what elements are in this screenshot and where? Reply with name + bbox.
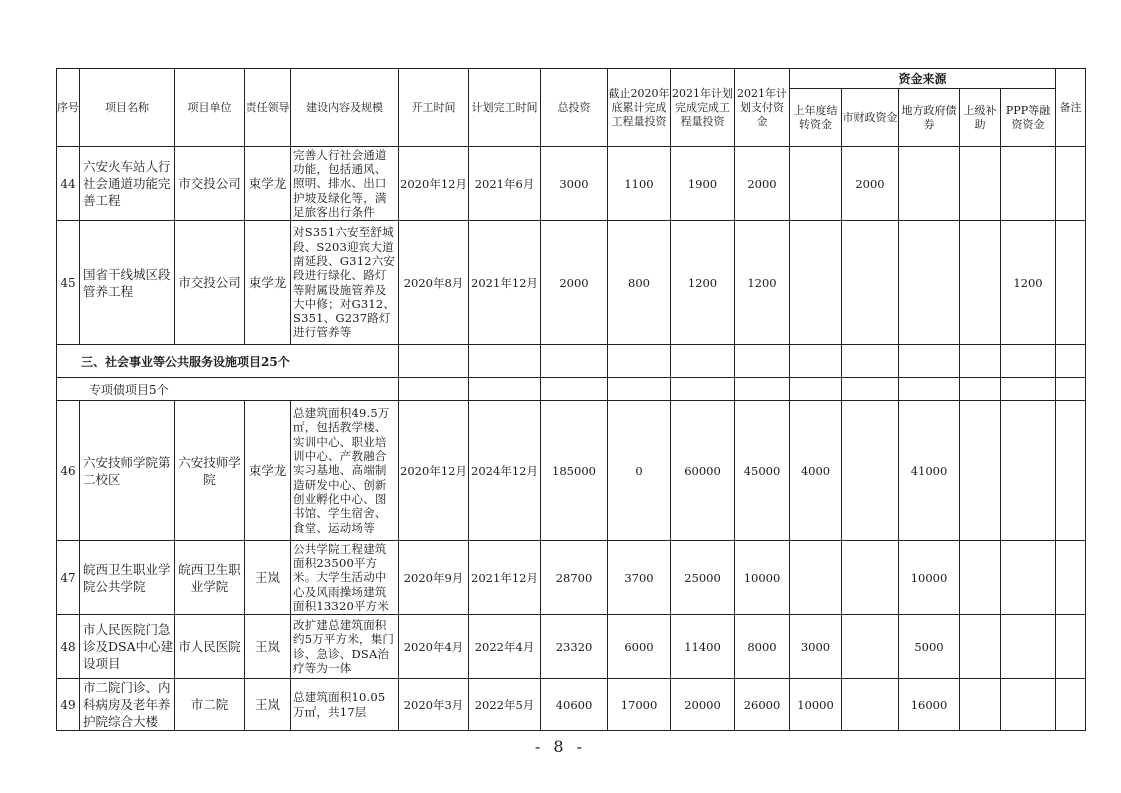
cell-content: 改扩建总建筑面积约5万平方米，集门诊、急诊、DSA治疗等为一体 <box>291 615 399 679</box>
cell-upper <box>960 401 1001 541</box>
cell-city <box>842 401 899 541</box>
cell-pay2021: 26000 <box>735 679 790 731</box>
cell-total: 185000 <box>541 401 608 541</box>
cell-upper <box>960 221 1001 345</box>
cell-plan2021: 25000 <box>671 541 735 615</box>
cell-upper <box>960 147 1001 221</box>
cell-idx: 45 <box>57 221 80 345</box>
cell-leader: 束学龙 <box>245 221 291 345</box>
cell-prev <box>790 541 842 615</box>
cell-cum2020: 3700 <box>608 541 671 615</box>
cell-prev: 3000 <box>790 615 842 679</box>
cell-idx: 48 <box>57 615 80 679</box>
header-start: 开工时间 <box>399 69 469 147</box>
header-plan2021: 2021年计划完成完成工程量投资 <box>671 69 735 147</box>
cell-note <box>1056 147 1086 221</box>
cell-bond: 10000 <box>899 541 960 615</box>
cell-city <box>842 679 899 731</box>
project-table <box>56 68 1086 731</box>
header-prev: 上年度结转资金 <box>790 89 842 147</box>
header-pay2021: 2021年计划支付资金 <box>735 69 790 147</box>
cell-idx: 49 <box>57 679 80 731</box>
cell-city <box>842 221 899 345</box>
cell-name: 六安火车站人行社会通道功能完善工程 <box>80 147 175 221</box>
table-row <box>57 679 1086 731</box>
cell-total: 2000 <box>541 221 608 345</box>
cell-prev <box>790 147 842 221</box>
cell-ppp: 1200 <box>1001 221 1056 345</box>
subsection-title: 专项债项目5个 <box>57 378 399 401</box>
cell-bond: 16000 <box>899 679 960 731</box>
cell-note <box>1056 679 1086 731</box>
cell-content: 公共学院工程建筑面积23500平方米。大学生活动中心及风雨操场建筑面积13320平方米 <box>291 541 399 615</box>
cell-pay2021: 10000 <box>735 541 790 615</box>
cell-ppp <box>1001 615 1056 679</box>
cell-finish: 2021年12月 <box>469 541 541 615</box>
cell-bond: 41000 <box>899 401 960 541</box>
cell-leader: 束学龙 <box>245 401 291 541</box>
cell-cum2020: 800 <box>608 221 671 345</box>
cell-unit: 市交投公司 <box>175 147 245 221</box>
cell-bond <box>899 147 960 221</box>
header-bond: 地方政府债券 <box>899 89 960 147</box>
header-cum2020: 截止2020年底累计完成工程量投资 <box>608 69 671 147</box>
cell-upper <box>960 615 1001 679</box>
cell-finish: 2021年12月 <box>469 221 541 345</box>
cell-name: 六安技师学院第二校区 <box>80 401 175 541</box>
table-row <box>57 615 1086 679</box>
cell-plan2021: 11400 <box>671 615 735 679</box>
cell-note <box>1056 615 1086 679</box>
cell-prev: 4000 <box>790 401 842 541</box>
header-finish: 计划完工时间 <box>469 69 541 147</box>
cell-content: 总建筑面积10.05万㎡，共17层 <box>291 679 399 731</box>
cell-pay2021: 2000 <box>735 147 790 221</box>
header-note: 备注 <box>1056 69 1086 147</box>
table-row <box>57 221 1086 345</box>
header-upper: 上级补助 <box>960 89 1001 147</box>
cell-cum2020: 6000 <box>608 615 671 679</box>
header-unit: 项目单位 <box>175 69 245 147</box>
header-funds-group: 资金来源 <box>790 69 1056 89</box>
section-title: 三、社会事业等公共服务设施项目25个 <box>57 345 399 378</box>
cell-finish: 2024年12月 <box>469 401 541 541</box>
cell-unit: 市人民医院 <box>175 615 245 679</box>
cell-pay2021: 8000 <box>735 615 790 679</box>
cell-city: 2000 <box>842 147 899 221</box>
header-ppp: PPP等融资资金 <box>1001 89 1056 147</box>
project-table-sheet <box>56 68 1086 731</box>
cell-plan2021: 1200 <box>671 221 735 345</box>
cell-city <box>842 541 899 615</box>
cell-pay2021: 1200 <box>735 221 790 345</box>
cell-ppp <box>1001 401 1056 541</box>
cell-cum2020: 17000 <box>608 679 671 731</box>
cell-name: 市人民医院门急诊及DSA中心建设项目 <box>80 615 175 679</box>
cell-start: 2020年12月 <box>399 147 469 221</box>
cell-unit: 市交投公司 <box>175 221 245 345</box>
cell-start: 2020年8月 <box>399 221 469 345</box>
cell-cum2020: 1100 <box>608 147 671 221</box>
cell-start: 2020年4月 <box>399 615 469 679</box>
header-total: 总投资 <box>541 69 608 147</box>
table-row <box>57 147 1086 221</box>
table-row <box>57 401 1086 541</box>
cell-ppp <box>1001 679 1056 731</box>
cell-leader: 王岚 <box>245 615 291 679</box>
cell-content: 总建筑面积49.5万㎡，包括教学楼、实训中心、职业培训中心、产教融合实习基地、高端制造研发中心、创新创业孵化中心、图书馆、学生宿舍、食堂、运动场等 <box>291 401 399 541</box>
page-number: - 8 - <box>534 737 587 756</box>
cell-unit: 皖西卫生职业学院 <box>175 541 245 615</box>
cell-leader: 王岚 <box>245 541 291 615</box>
header-leader: 责任领导 <box>245 69 291 147</box>
cell-note <box>1056 401 1086 541</box>
cell-finish: 2022年5月 <box>469 679 541 731</box>
cell-start: 2020年9月 <box>399 541 469 615</box>
cell-start: 2020年3月 <box>399 679 469 731</box>
cell-total: 28700 <box>541 541 608 615</box>
cell-idx: 44 <box>57 147 80 221</box>
cell-content: 完善人行社会通道功能，包括通风、照明、排水、出口护坡及绿化等，满足旅客出行条件 <box>291 147 399 221</box>
table-row <box>57 541 1086 615</box>
cell-finish: 2021年6月 <box>469 147 541 221</box>
cell-unit: 市二院 <box>175 679 245 731</box>
cell-content: 对S351六安至舒城段、S203迎宾大道南延段、G312六安段进行绿化、路灯等附属设施管养及大中修；对G312、S351、G237路灯进行管养等 <box>291 221 399 345</box>
header-city: 市财政资金 <box>842 89 899 147</box>
cell-bond: 5000 <box>899 615 960 679</box>
cell-upper <box>960 679 1001 731</box>
cell-prev: 10000 <box>790 679 842 731</box>
cell-ppp <box>1001 541 1056 615</box>
cell-total: 23320 <box>541 615 608 679</box>
cell-plan2021: 20000 <box>671 679 735 731</box>
cell-total: 40600 <box>541 679 608 731</box>
cell-prev <box>790 221 842 345</box>
cell-name: 皖西卫生职业学院公共学院 <box>80 541 175 615</box>
cell-plan2021: 1900 <box>671 147 735 221</box>
cell-start: 2020年12月 <box>399 401 469 541</box>
header-name: 项目名称 <box>80 69 175 147</box>
cell-bond <box>899 221 960 345</box>
cell-ppp <box>1001 147 1056 221</box>
cell-name: 市二院门诊、内科病房及老年养护院综合大楼 <box>80 679 175 731</box>
cell-leader: 王岚 <box>245 679 291 731</box>
cell-idx: 47 <box>57 541 80 615</box>
cell-note <box>1056 541 1086 615</box>
cell-plan2021: 60000 <box>671 401 735 541</box>
cell-finish: 2022年4月 <box>469 615 541 679</box>
cell-note <box>1056 221 1086 345</box>
subsection-row <box>57 378 1086 401</box>
cell-pay2021: 45000 <box>735 401 790 541</box>
cell-total: 3000 <box>541 147 608 221</box>
cell-leader: 束学龙 <box>245 147 291 221</box>
header-idx: 序号 <box>57 69 80 147</box>
cell-city <box>842 615 899 679</box>
cell-name: 国省干线城区段管养工程 <box>80 221 175 345</box>
header-content: 建设内容及规模 <box>291 69 399 147</box>
section-row <box>57 345 1086 378</box>
cell-cum2020: 0 <box>608 401 671 541</box>
cell-unit: 六安技师学院 <box>175 401 245 541</box>
cell-upper <box>960 541 1001 615</box>
cell-idx: 46 <box>57 401 80 541</box>
